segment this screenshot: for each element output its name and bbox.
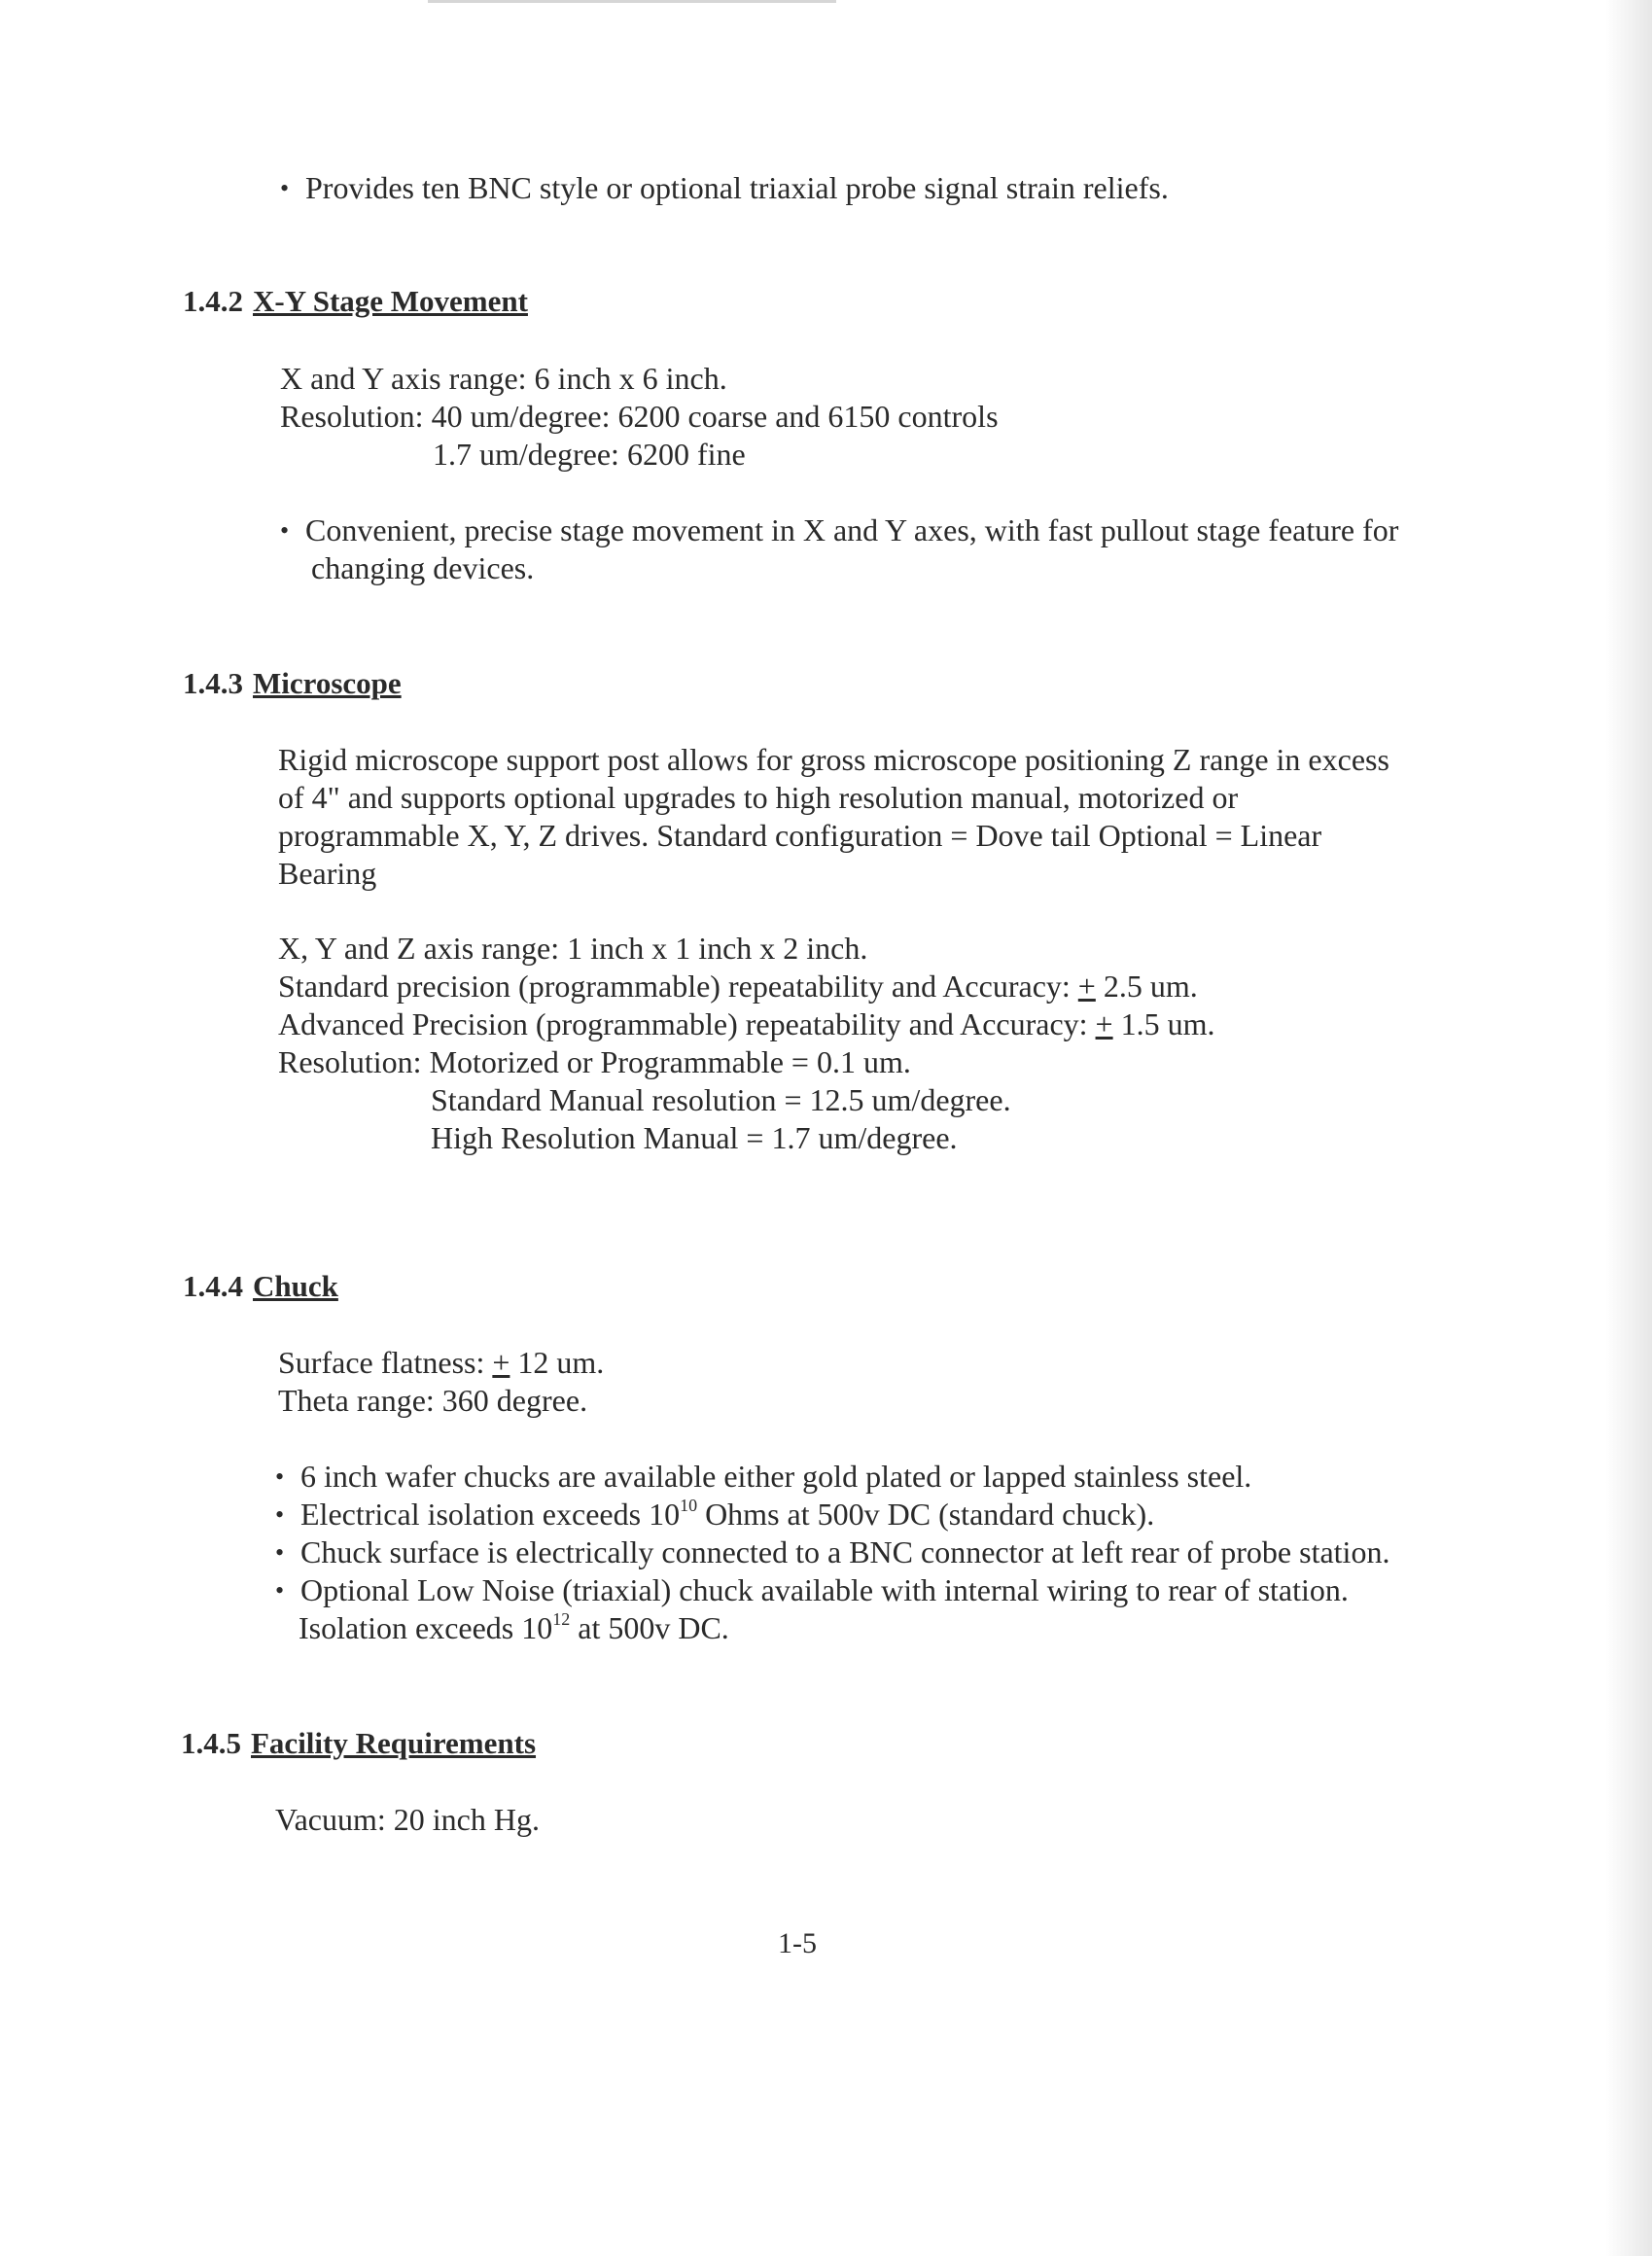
plus-minus-sign: + [492, 1345, 510, 1380]
bullet-dot: • [275, 1576, 285, 1604]
scan-edge-shadow [1605, 0, 1652, 2256]
section-number: 1.4.2 [183, 284, 243, 318]
standard-precision: Standard precision (programmable) repeatability and Accuracy: + 2.5 um. [278, 969, 1198, 1004]
microscope-para-line-3: programmable X, Y, Z drives. Standard configuration = Dove tail Optional = Linear [278, 818, 1322, 853]
advanced-precision: Advanced Precision (programmable) repeatability and Accuracy: + 1.5 um. [278, 1006, 1215, 1041]
bullet-dot: • [280, 516, 290, 545]
section-number: 1.4.4 [183, 1269, 243, 1303]
bullet-stage-movement-cont: changing devices. [311, 550, 535, 585]
xy-resolution-fine: 1.7 um/degree: 6200 fine [433, 437, 746, 472]
xyz-axis-range: X, Y and Z axis range: 1 inch x 1 inch x 2 inch. [278, 931, 868, 966]
section-number: 1.4.5 [181, 1726, 241, 1760]
bullet-dot: • [275, 1500, 285, 1529]
bullet-chuck-surface: • Chuck surface is electrically connected to a BNC connector at left rear of probe station. [275, 1534, 1390, 1569]
scan-mark [428, 0, 836, 3]
surface-flatness: Surface flatness: + 12 um. [278, 1345, 605, 1380]
microscope-para-line-4: Bearing [278, 856, 377, 891]
section-title: X-Y Stage Movement [253, 284, 528, 318]
page-number: 1-5 [778, 1927, 817, 1959]
section-number: 1.4.3 [183, 666, 243, 700]
bullet-stage-movement: • Convenient, precise stage movement in X and Y axes, with fast pullout stage feature for [280, 512, 1399, 547]
vacuum-requirement: Vacuum: 20 inch Hg. [275, 1802, 540, 1837]
bullet-low-noise-chuck-cont: Isolation exceeds $10^{12}$ at 500v DC. [299, 1609, 729, 1645]
section-title: Chuck [253, 1269, 338, 1303]
heading-1-4-2 [183, 283, 528, 320]
xy-resolution-coarse: Resolution: 40 um/degree: 6200 coarse and 6150 controls [280, 399, 999, 434]
microscope-para-line-2: of 4" and supports optional upgrades to high resolution manual, motorized or [278, 780, 1239, 815]
bullet-dot: • [275, 1463, 285, 1491]
bullet-dot: • [280, 174, 290, 202]
bullet-wafer-chucks: • 6 inch wafer chucks are available either gold plated or lapped stainless steel. [275, 1459, 1252, 1494]
bullet-low-noise-chuck: • Optional Low Noise (triaxial) chuck available with internal wiring to rear of station. [275, 1572, 1349, 1607]
plus-minus-sign: + [1095, 1006, 1113, 1041]
microscope-para-line-1: Rigid microscope support post allows for gross microscope positioning Z range in excess [278, 742, 1389, 777]
heading-1-4-3 [183, 665, 402, 702]
section-title: Microscope [253, 666, 402, 700]
resolution-standard-manual: Standard Manual resolution = 12.5 um/degree. [431, 1082, 1011, 1117]
heading-1-4-4 [183, 1268, 338, 1305]
section-title: Facility Requirements [251, 1726, 537, 1760]
xy-axis-range: X and Y axis range: 6 inch x 6 inch. [280, 361, 727, 396]
theta-range: Theta range: 360 degree. [278, 1383, 588, 1418]
bullet-dot: • [275, 1538, 285, 1567]
bullet-electrical-isolation: • Electrical isolation exceeds $10^{10}$ Ohms at 500v DC (standard chuck). [275, 1496, 1155, 1532]
bullet-strain-reliefs: • Provides ten BNC style or optional triaxial probe signal strain reliefs. [280, 170, 1169, 205]
resolution-high-manual: High Resolution Manual = 1.7 um/degree. [431, 1120, 958, 1155]
plus-minus-sign: + [1077, 969, 1096, 1004]
resolution-motorized: Resolution: Motorized or Programmable = 0.1 um. [278, 1044, 911, 1079]
heading-1-4-5 [181, 1725, 536, 1762]
